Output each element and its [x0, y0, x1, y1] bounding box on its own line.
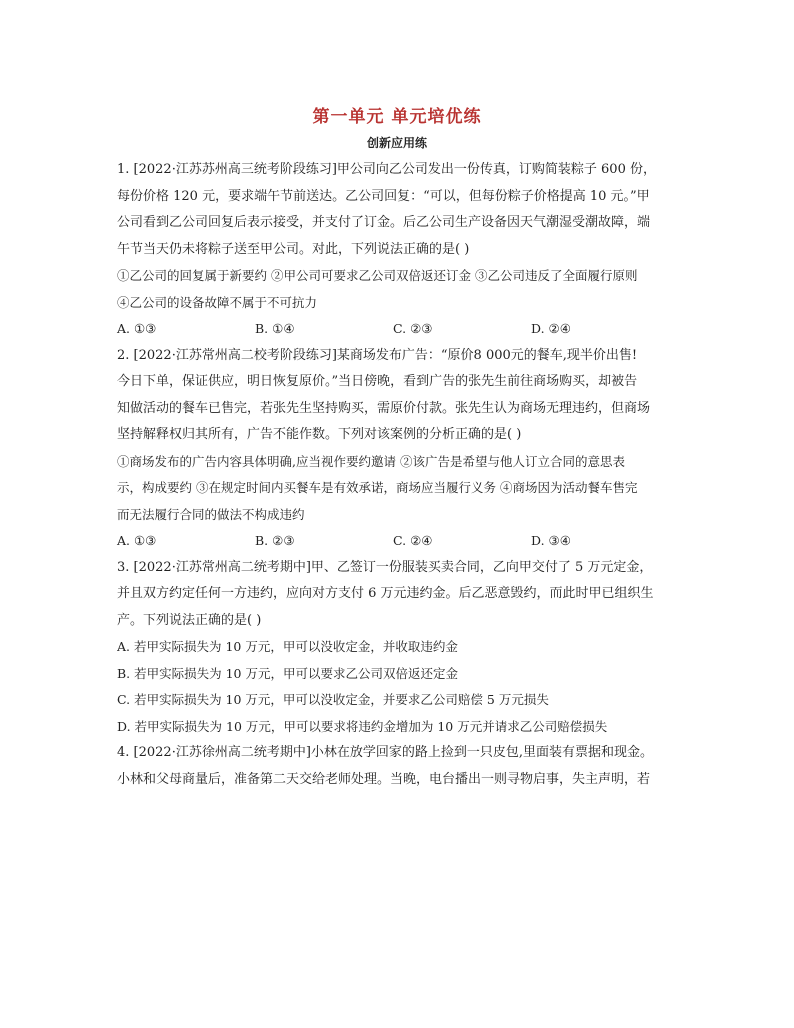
statement-text: 示，构成要约 ③在规定时间内买餐车是有效承诺，商场应当履行义务 ④商场因为活动餐车售完 — [117, 480, 638, 495]
option-a: A. ①③ — [117, 321, 157, 336]
question-4 — [117, 740, 682, 793]
question-text: 知做活动的餐车已售完，若张先生坚持购买，需原价付款。张先生认为商场无理违约，但商场 — [117, 400, 651, 416]
question-text: 3. [2022·江苏常州高二统考期中]甲、乙签订一份服装买卖合同，乙向甲交付了 5 万元定金， — [117, 559, 653, 575]
choice-b: B. 若甲实际损失为 10 万元，甲可以要求乙公司双倍返还定金 — [117, 665, 458, 681]
option-c: C. ②④ — [393, 533, 433, 548]
question-text: 公司看到乙公司回复后表示接受，并支付了订金。后乙公司生产设备因天气潮湿受潮故障，端 — [117, 215, 651, 230]
question-list — [117, 157, 682, 793]
question-3 — [117, 555, 682, 741]
choice-c: C. 若甲实际损失为 10 万元，甲可以没收定金，并要求乙公司赔偿 5 万元损失 — [117, 692, 549, 707]
question-text: 每份价格 120 元，要求端午节前送达。乙公司回复：“可以，但每份粽子价格提高 10 元。”甲 — [117, 188, 650, 204]
statement-text: ①乙公司的回复属于新要约 ②甲公司可要求乙公司双倍返还订金 ③乙公司违反了全面履行原则 — [117, 268, 638, 283]
question-1 — [117, 157, 682, 343]
option-b: B. ①④ — [255, 321, 295, 336]
answer-options — [117, 528, 682, 555]
statement-text: ④乙公司的设备故障不属于不可抗力 — [117, 294, 318, 310]
page-title: 第一单元 单元培优练 — [312, 107, 482, 127]
question-text: 午节当天仍未将粽子送至甲公司。对此，下列说法正确的是( ) — [117, 241, 470, 257]
section-subtitle: 创新应用练 — [366, 136, 427, 150]
choice-a: A. 若甲实际损失为 10 万元，甲可以没收定金，并收取违约金 — [117, 639, 458, 654]
question-text: 今日下单，保证供应，明日恢复原价。”当日傍晚，看到广告的张先生前往商场购买，却被告 — [117, 374, 638, 389]
question-text: 并且双方约定任何一方违约，应向对方支付 6 万元违约金。后乙恶意毁约，而此时甲已组织生 — [117, 586, 654, 601]
question-text: 小林和父母商量后，准备第二天交给老师处理。当晚，电台播出一则寻物启事，失主声明，若 — [117, 771, 651, 787]
option-d: D. ②④ — [531, 321, 571, 336]
question-text: 2. [2022·江苏常州高二校考阶段练习]某商场发布广告：“原价8 000元的餐车,现半价出售! — [117, 347, 638, 363]
question-text: 产。下列说法正确的是( ) — [117, 612, 262, 628]
answer-options — [117, 316, 682, 343]
question-text: 4. [2022·江苏徐州高二统考期中]小林在放学回家的路上捡到一只皮包,里面装有票据和现金。 — [117, 745, 654, 760]
question-text: 坚持解释权归其所有，广告不能作数。下列对该案例的分析正确的是( ) — [117, 427, 522, 442]
option-c: C. ②③ — [393, 321, 433, 336]
question-2 — [117, 343, 682, 555]
option-b: B. ②③ — [255, 533, 295, 548]
choice-d: D. 若甲实际损失为 10 万元，甲可以要求将违约金增加为 10 万元并请求乙公司赔偿损失 — [117, 718, 608, 734]
statement-text: 而无法履行合同的做法不构成违约 — [117, 506, 305, 522]
question-text: 1. [2022·江苏苏州高三统考阶段练习]甲公司向乙公司发出一份传真，订购简装粽子 600 份， — [117, 162, 656, 177]
option-d: D. ③④ — [531, 533, 571, 548]
option-a: A. ①③ — [117, 533, 157, 548]
statement-text: ①商场发布的广告内容具体明确,应当视作要约邀请 ②该广告是希望与他人订立合同的意思表 — [117, 453, 625, 469]
